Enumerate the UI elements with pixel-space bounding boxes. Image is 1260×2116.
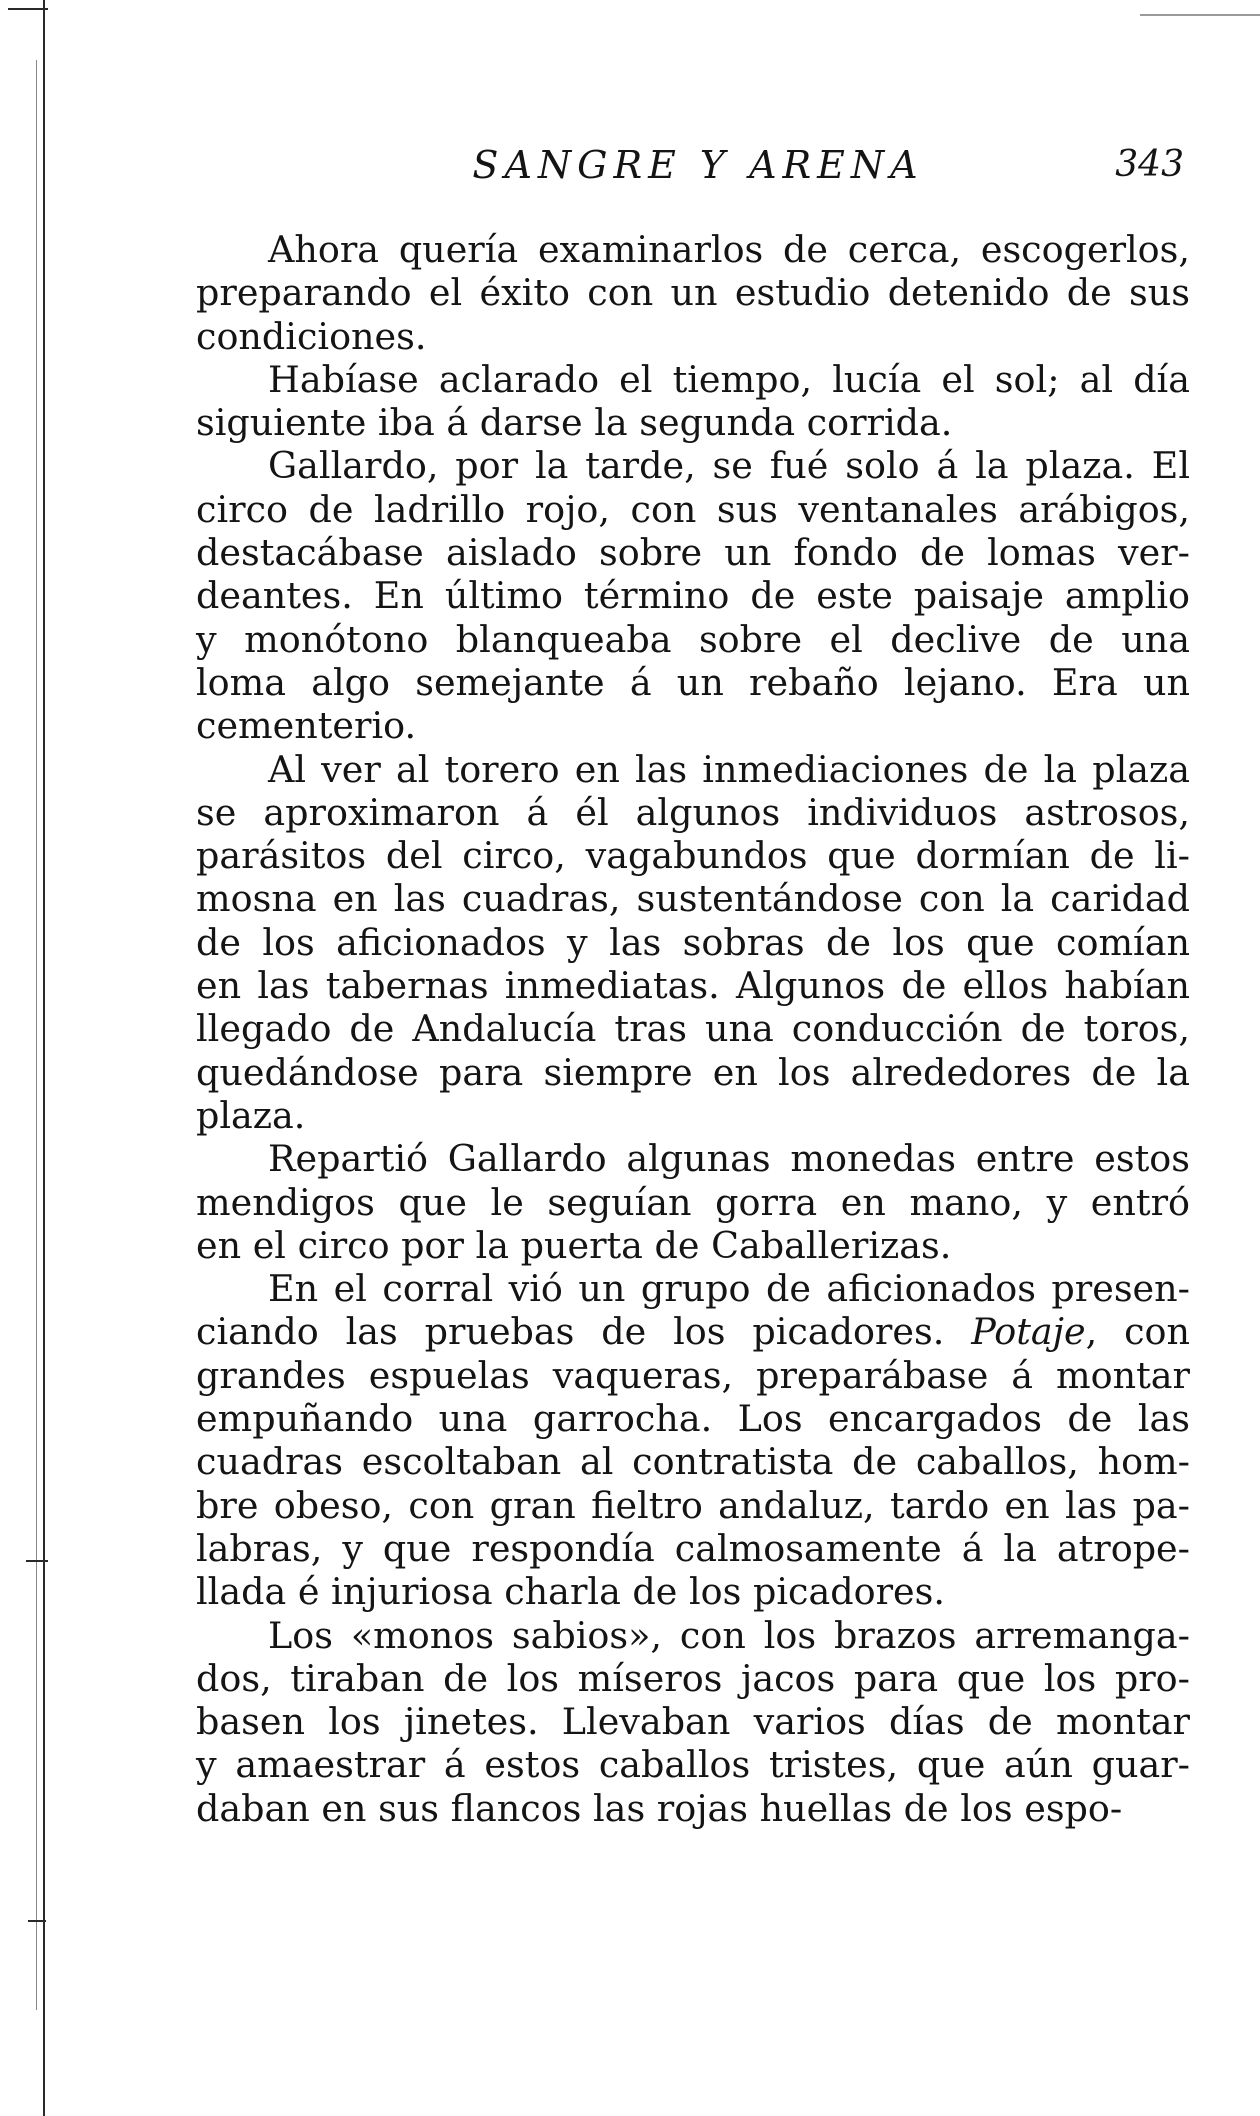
text-line: Al ver al torero en las inmediaciones de la plaza — [268, 747, 1190, 791]
text-line: loma algo semejante á un rebaño lejano. Era un — [196, 660, 1190, 704]
text-line: de los aficionados y las sobras de los que comían — [196, 920, 1190, 964]
text-line: siguiente iba á darse la segunda corrida. — [196, 401, 953, 445]
text-line: bre obeso, con gran fieltro andaluz, tardo en las pa- — [196, 1483, 1190, 1527]
paragraph — [196, 358, 1190, 445]
page-header — [196, 140, 1200, 190]
binding-tick — [8, 8, 48, 10]
text-line: circo de ladrillo rojo, con sus ventanales arábigos, — [196, 487, 1190, 531]
text-line: llada é injuriosa charla de los picadores. — [196, 1570, 945, 1614]
text-line: en las tabernas inmediatas. Algunos de ellos habían — [196, 964, 1190, 1008]
text-line: parásitos del circo, vagabundos que dormían de li- — [196, 834, 1190, 878]
body-text — [196, 228, 1190, 1830]
text-line: grandes espuelas vaqueras, preparábase á montar — [196, 1353, 1190, 1397]
text-line: cuadras escoltaban al contratista de caballos, hom- — [196, 1440, 1190, 1484]
binding-tick — [26, 1560, 48, 1562]
binding-edge — [0, 0, 52, 2116]
text-line: dos, tiraban de los míseros jacos para que los pro- — [196, 1656, 1190, 1700]
binding-shadow-rule — [36, 60, 37, 2010]
text-line: mendigos que le seguían gorra en mano, y entró — [196, 1180, 1190, 1224]
text-line: Repartió Gallardo algunas monedas entre estos — [268, 1137, 1190, 1181]
text-line: mosna en las cuadras, sustentándose con la caridad — [196, 877, 1190, 921]
text-line: En el corral vió un grupo de aficionados presen- — [268, 1267, 1190, 1311]
text-line: Los «monos sabios», con los brazos arremanga- — [268, 1613, 1190, 1657]
text-line: y amaestrar á estos caballos tristes, que aún guar- — [196, 1743, 1190, 1787]
text-line: labras, y que respondía calmosamente á la atrope- — [196, 1526, 1190, 1570]
text-line: plaza. — [196, 1093, 306, 1137]
text-line: empuñando una garrocha. Los encargados de las — [196, 1397, 1190, 1441]
text-line: condiciones. — [196, 314, 427, 358]
paragraph — [196, 444, 1190, 747]
text-line: ciando las pruebas de los picadores. Potaje, con — [196, 1310, 1190, 1354]
paragraph — [196, 1137, 1190, 1267]
text-line: llegado de Andalucía tras una conducción de toros, — [196, 1007, 1190, 1051]
paragraph — [196, 228, 1190, 358]
corner-rule — [1140, 14, 1260, 16]
text-line: quedándose para siempre en los alrededores de la — [196, 1050, 1190, 1094]
italic-name: Potaje — [971, 1310, 1086, 1354]
text-line: y monótono blanqueaba sobre el declive de una — [196, 617, 1190, 661]
paragraph — [196, 1267, 1190, 1613]
text-line: Habíase aclarado el tiempo, lucía el sol; al día — [268, 357, 1190, 401]
text-line: daban en sus flancos las rojas huellas de los espo- — [196, 1786, 1123, 1830]
paragraph — [196, 748, 1190, 1138]
page-number: 343 — [1115, 144, 1184, 185]
running-title: SANGRE Y ARENA — [472, 143, 924, 187]
text-line: basen los jinetes. Llevaban varios días de montar — [196, 1700, 1190, 1744]
binding-tick — [28, 1920, 46, 1922]
text-line: cementerio. — [196, 704, 417, 748]
text-line: en el circo por la puerta de Caballerizas. — [196, 1223, 952, 1267]
text-line: se aproximaron á él algunos individuos astrosos, — [196, 790, 1190, 834]
paragraph — [196, 1614, 1190, 1830]
text-line: destacábase aislado sobre un fondo de lomas ver- — [196, 531, 1190, 575]
text-line: preparando el éxito con un estudio detenido de sus — [196, 271, 1190, 315]
text-line: Ahora quería examinarlos de cerca, escogerlos, — [268, 228, 1190, 271]
text-line: deantes. En último término de este paisaje amplio — [196, 574, 1190, 618]
binding-rule — [43, 0, 45, 2116]
text-line: Gallardo, por la tarde, se fué solo á la plaza. El — [268, 444, 1190, 488]
